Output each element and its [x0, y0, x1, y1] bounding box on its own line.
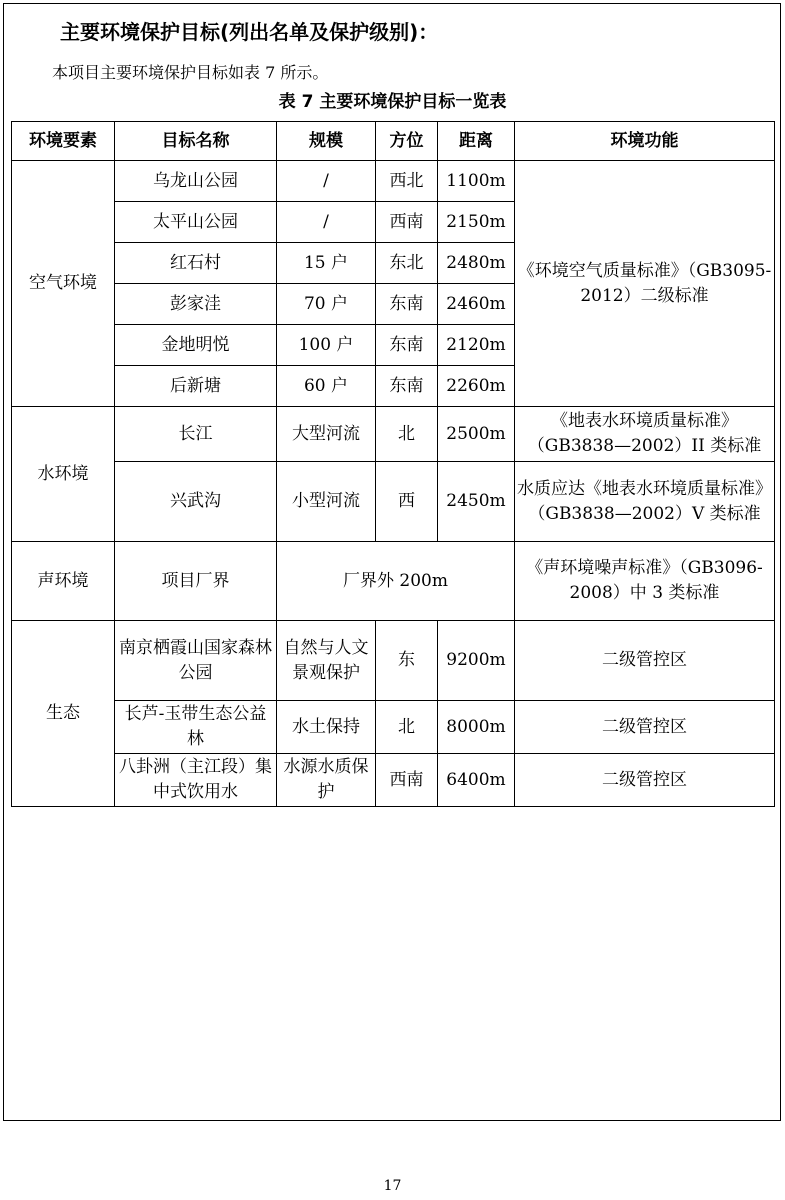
direction-cell: 西 — [376, 462, 438, 542]
direction-cell: 东 — [376, 621, 438, 701]
table-row — [12, 754, 775, 807]
distance-cell: 2460m — [438, 284, 515, 325]
direction-cell: 东南 — [376, 284, 438, 325]
direction-cell: 东北 — [376, 243, 438, 284]
function-cell: 二级管控区 — [515, 754, 775, 807]
target-name-cell: 项目厂界 — [115, 542, 277, 621]
header-target-name: 目标名称 — [115, 122, 277, 161]
function-cell: 《声环境噪声标准》（GB3096-2008）中 3 类标准 — [515, 542, 775, 621]
direction-cell: 北 — [376, 407, 438, 462]
direction-cell: 西南 — [376, 202, 438, 243]
distance-cell: 9200m — [438, 621, 515, 701]
header-distance: 距离 — [438, 122, 515, 161]
target-name-cell: 南京栖霞山国家森林公园 — [115, 621, 277, 701]
distance-cell: 8000m — [438, 701, 515, 754]
direction-cell: 西南 — [376, 754, 438, 807]
function-cell-air: 《环境空气质量标准》（GB3095-2012）二级标准 — [515, 161, 775, 407]
distance-cell: 2500m — [438, 407, 515, 462]
distance-cell: 2120m — [438, 325, 515, 366]
scale-cell: / — [277, 202, 376, 243]
target-name-cell: 金地明悦 — [115, 325, 277, 366]
target-name-cell: 红石村 — [115, 243, 277, 284]
target-name-cell: 太平山公园 — [115, 202, 277, 243]
intro-text: 本项目主要环境保护目标如表 7 所示。 — [52, 63, 329, 82]
page-number: 17 — [383, 1178, 402, 1194]
direction-cell: 东南 — [376, 325, 438, 366]
distance-cell: 1100m — [438, 161, 515, 202]
scale-cell: 60 户 — [277, 366, 376, 407]
function-cell: 二级管控区 — [515, 621, 775, 701]
distance-cell: 2450m — [438, 462, 515, 542]
function-cell: 二级管控区 — [515, 701, 775, 754]
scale-cell: 自然与人文景观保护 — [277, 621, 376, 701]
target-name-cell: 兴武沟 — [115, 462, 277, 542]
header-scale: 规模 — [277, 122, 376, 161]
table-row — [12, 407, 775, 462]
section-heading: 主要环境保护目标(列出名单及保护级别)： — [60, 20, 439, 44]
target-name-cell: 乌龙山公园 — [115, 161, 277, 202]
scale-cell: / — [277, 161, 376, 202]
scale-cell: 大型河流 — [277, 407, 376, 462]
protection-targets-table — [11, 121, 775, 807]
distance-cell: 6400m — [438, 754, 515, 807]
element-cell-ecology: 生态 — [12, 621, 115, 807]
element-cell-air: 空气环境 — [12, 161, 115, 407]
direction-cell: 东南 — [376, 366, 438, 407]
header-direction: 方位 — [376, 122, 438, 161]
distance-cell: 2150m — [438, 202, 515, 243]
target-name-cell: 长江 — [115, 407, 277, 462]
scale-cell: 水源水质保护 — [277, 754, 376, 807]
target-name-cell: 后新塘 — [115, 366, 277, 407]
table-row — [12, 621, 775, 701]
range-cell: 厂界外 200m — [277, 542, 515, 621]
header-function: 环境功能 — [515, 122, 775, 161]
target-name-cell: 彭家洼 — [115, 284, 277, 325]
scale-cell: 小型河流 — [277, 462, 376, 542]
target-name-cell: 长芦-玉带生态公益林 — [115, 701, 277, 754]
table-row — [12, 462, 775, 542]
scale-cell: 70 户 — [277, 284, 376, 325]
distance-cell: 2480m — [438, 243, 515, 284]
table-header-row — [12, 122, 775, 161]
table-row — [12, 161, 775, 202]
function-cell: 《地表水环境质量标准》（GB3838—2002）II 类标准 — [515, 407, 775, 462]
table-row — [12, 542, 775, 621]
table-caption: 表 7 主要环境保护目标一览表 — [278, 92, 507, 112]
direction-cell: 北 — [376, 701, 438, 754]
header-element: 环境要素 — [12, 122, 115, 161]
table-row — [12, 701, 775, 754]
distance-cell: 2260m — [438, 366, 515, 407]
function-cell: 水质应达《地表水环境质量标准》（GB3838—2002）V 类标准 — [515, 462, 775, 542]
element-cell-water: 水环境 — [12, 407, 115, 542]
scale-cell: 100 户 — [277, 325, 376, 366]
target-name-cell: 八卦洲（主江段）集中式饮用水 — [115, 754, 277, 807]
scale-cell: 15 户 — [277, 243, 376, 284]
element-cell-noise: 声环境 — [12, 542, 115, 621]
direction-cell: 西北 — [376, 161, 438, 202]
scale-cell: 水土保持 — [277, 701, 376, 754]
